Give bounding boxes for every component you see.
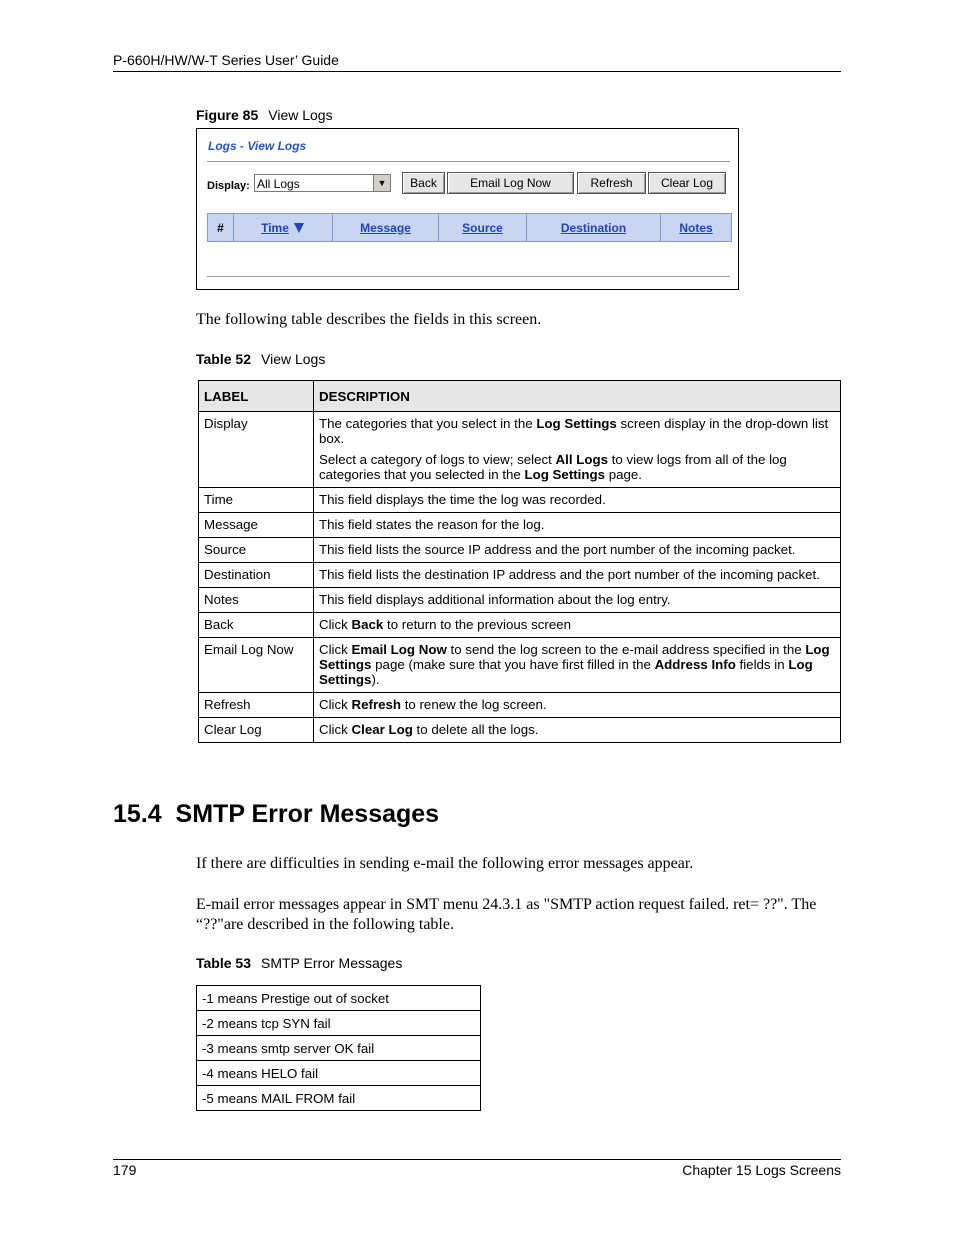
row-description: This field lists the source IP address and the port number of the incoming packet. — [314, 538, 841, 563]
row-description — [314, 693, 841, 718]
text: ). — [371, 672, 380, 687]
row-description: This field displays additional information about the log entry. — [314, 588, 841, 613]
table-53-caption-text: SMTP Error Messages — [261, 955, 403, 971]
display-desc-p1 — [319, 416, 835, 446]
row-label: Refresh — [199, 693, 314, 718]
email-log-now-button[interactable]: Email Log Now — [447, 172, 574, 194]
row-description — [314, 412, 841, 488]
figure-caption-text: View Logs — [268, 107, 333, 123]
display-select[interactable] — [254, 174, 391, 192]
description-header: DESCRIPTION — [314, 381, 841, 412]
table-row — [197, 1061, 481, 1086]
bold-text: Log Settings — [319, 657, 813, 687]
row-description: This field lists the destination IP address and the port number of the incoming packet. — [314, 563, 841, 588]
bold-text: Log Settings — [319, 642, 830, 672]
text: to renew the log screen. — [401, 697, 547, 712]
display-desc-p2 — [319, 452, 835, 482]
bold-text: Email Log Now — [351, 642, 447, 657]
row-label: Email Log Now — [199, 638, 314, 693]
table-row — [199, 588, 841, 613]
row-description: This field states the reason for the log. — [314, 513, 841, 538]
error-cell: -3 means smtp server OK fail — [197, 1036, 481, 1061]
text: page (make sure that you have first filled in the — [371, 657, 655, 672]
section-heading: 15.4 SMTP Error Messages — [113, 800, 440, 828]
text: to view logs from all of the log categories that you selected in the — [319, 452, 787, 482]
footer-rule — [113, 1159, 841, 1160]
column-time[interactable] — [234, 214, 333, 241]
table-row — [199, 693, 841, 718]
view-logs-table — [198, 380, 841, 743]
text: fields in — [735, 657, 789, 672]
view-logs-figure — [196, 128, 739, 290]
column-source[interactable]: Source — [439, 214, 527, 241]
text: Click — [319, 697, 352, 712]
chapter-title: Chapter 15 Logs Screens — [682, 1162, 841, 1178]
bold-text: Log Settings — [524, 467, 606, 482]
table-52-caption-text: View Logs — [261, 351, 326, 367]
error-cell: -4 means HELO fail — [197, 1061, 481, 1086]
row-description — [314, 718, 841, 743]
log-table-header — [207, 213, 732, 242]
display-select-value: All Logs — [257, 177, 300, 191]
clear-log-button[interactable]: Clear Log — [648, 172, 726, 194]
bold-text: Back — [351, 617, 384, 632]
row-label: Destination — [199, 563, 314, 588]
error-cell: -5 means MAIL FROM fail — [197, 1086, 481, 1111]
table-row — [199, 613, 841, 638]
chevron-down-icon[interactable]: ▼ — [373, 175, 390, 191]
row-description — [314, 638, 841, 693]
table-53-caption-number: Table 53 — [196, 955, 251, 971]
table-row — [197, 986, 481, 1011]
table-row — [199, 638, 841, 693]
page-number: 179 — [113, 1162, 137, 1178]
column-notes[interactable]: Notes — [679, 220, 713, 235]
section-paragraph-2: E-mail error messages appear in SMT menu 24.3.1 as "SMTP action request failed. ret= ??". The “??"are described in the following table. — [196, 896, 817, 933]
text: to return to the previous screen — [383, 617, 572, 632]
text: page. — [605, 467, 642, 482]
table-header-row — [199, 381, 841, 412]
bold-text: Clear Log — [351, 722, 413, 737]
page-header: P-660H/HW/W-T Series User’ Guide — [113, 52, 339, 68]
intro-paragraph: The following table describes the fields in this screen. — [196, 311, 542, 328]
table-row — [199, 563, 841, 588]
error-cell: -2 means tcp SYN fail — [197, 1011, 481, 1036]
panel-title: Logs - View Logs — [208, 139, 307, 153]
text: Click — [319, 722, 352, 737]
text: Click — [319, 642, 352, 657]
smtp-error-table — [196, 985, 481, 1111]
section-paragraph-1: If there are difficulties in sending e-mail the following error messages appear. — [196, 855, 694, 872]
row-description — [314, 613, 841, 638]
table-row — [199, 513, 841, 538]
table-row — [197, 1086, 481, 1111]
panel-divider — [207, 161, 730, 162]
text: screen display in the drop-down list box. — [319, 416, 829, 446]
table-row — [199, 412, 841, 488]
row-label: Clear Log — [199, 718, 314, 743]
column-time-label[interactable]: Time — [261, 220, 289, 235]
row-label: Source — [199, 538, 314, 563]
row-label: Time — [199, 488, 314, 513]
row-label: Notes — [199, 588, 314, 613]
table-row — [197, 1036, 481, 1061]
text: to send the log screen to the e-mail address specified in the — [446, 642, 806, 657]
row-label: Message — [199, 513, 314, 538]
row-description: This field displays the time the log was recorded. — [314, 488, 841, 513]
table-row — [199, 538, 841, 563]
table-row — [199, 718, 841, 743]
table-52-caption-number: Table 52 — [196, 351, 251, 367]
figure-caption-number: Figure 85 — [196, 107, 259, 123]
bold-text: Address Info — [654, 657, 736, 672]
panel-bottom-divider — [207, 276, 730, 277]
error-cell: -1 means Prestige out of socket — [197, 986, 481, 1011]
table-row — [199, 488, 841, 513]
label-header: LABEL — [199, 381, 314, 412]
header-rule — [113, 71, 841, 72]
back-button[interactable]: Back — [402, 172, 445, 194]
column-destination[interactable]: Destination — [527, 214, 661, 241]
bold-text: Refresh — [351, 697, 402, 712]
display-label: Display: — [207, 180, 250, 192]
row-label: Display — [199, 412, 314, 488]
refresh-button[interactable]: Refresh — [577, 172, 646, 194]
figure-caption — [196, 107, 333, 123]
column-message[interactable]: Message — [333, 214, 439, 241]
text: The categories that you select in the — [319, 416, 537, 431]
table-53-caption — [196, 955, 402, 971]
text: Select a category of logs to view; select — [319, 452, 556, 467]
bold-text: All Logs — [555, 452, 608, 467]
text: Click — [319, 617, 352, 632]
column-number: # — [208, 214, 234, 241]
table-row — [197, 1011, 481, 1036]
row-label: Back — [199, 613, 314, 638]
bold-text: Log Settings — [536, 416, 617, 431]
table-52-caption — [196, 351, 325, 367]
text: to delete all the logs. — [412, 722, 539, 737]
sort-down-icon — [293, 222, 305, 234]
